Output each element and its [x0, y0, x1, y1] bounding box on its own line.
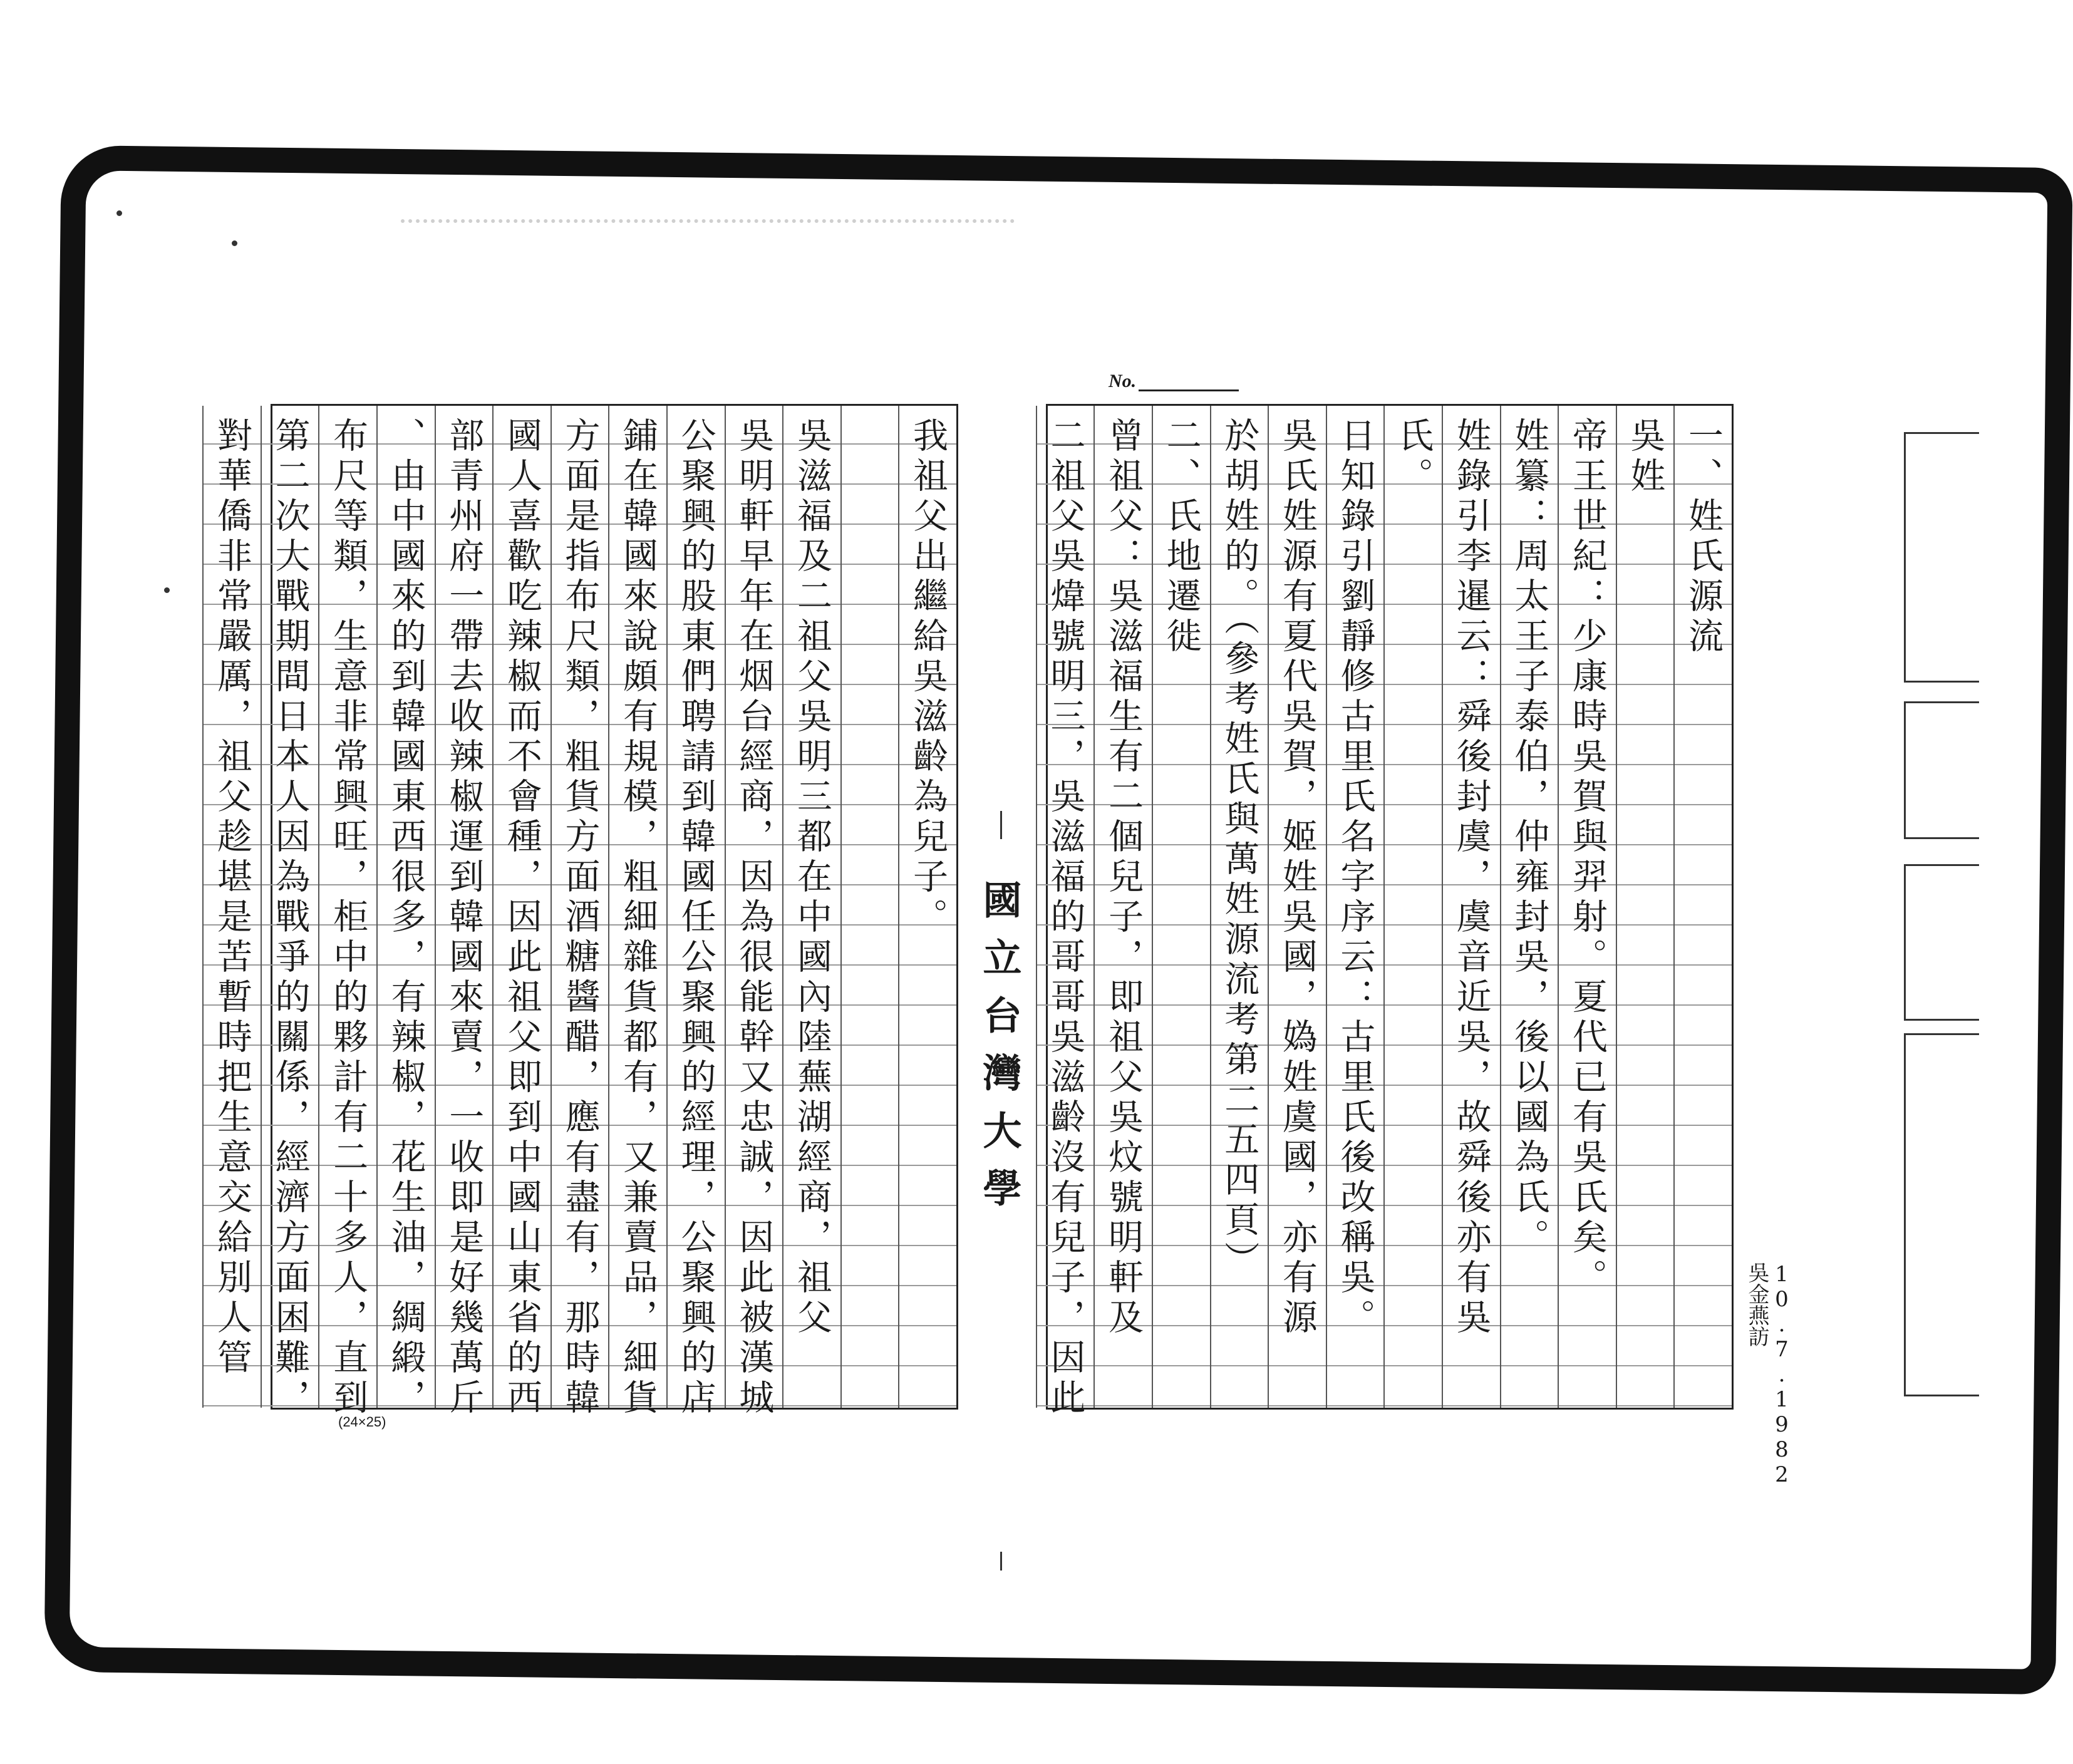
- column-text: 鋪在韓國來說頗有規模，粗細雜貨都有，又兼賣品，細貨: [618, 417, 659, 1419]
- scan-speck: [164, 587, 170, 593]
- column-text: 吳氏姓源有夏代吳賀，姬姓吳國，媯姓虞國，亦有源: [1276, 417, 1318, 1339]
- margin-note-interviewer: 吳金燕訪: [1744, 1262, 1769, 1347]
- column-text: 布尺等類，生意非常興旺，柜中的夥計有二十多人，直到: [328, 417, 369, 1419]
- column-text: 方面是指布尺類，粗貨方面酒糖醬醋，應有盡有，那時韓: [559, 417, 601, 1419]
- binder-tab: [1904, 432, 1979, 683]
- manuscript-column: [1036, 406, 1094, 1419]
- column-text: 我祖父出繼給吳滋齡為兒子。: [907, 417, 948, 938]
- manuscript-column: [1616, 406, 1674, 1408]
- binder-tab: [1904, 701, 1979, 839]
- manuscript-column: [1442, 406, 1500, 1408]
- manuscript-column: [435, 406, 493, 1419]
- column-text: 姓纂：周太王子泰伯，仲雍封吳，後以國為氏。: [1509, 417, 1550, 1259]
- column-text: 於胡姓的。（參考姓氏與萬姓源流考第二五四頁）: [1219, 417, 1260, 1281]
- manuscript-column: [840, 406, 899, 1408]
- margin-note-date: 10.7.1982: [1769, 1262, 1794, 1487]
- manuscript-column: [898, 406, 956, 1408]
- manuscript-column: [666, 406, 725, 1419]
- page-number-blank: [1139, 389, 1239, 391]
- spine-tick: [1000, 811, 1002, 839]
- column-text: [842, 417, 899, 1403]
- spine-tick: [1000, 1552, 1002, 1571]
- scan-speck: [116, 210, 122, 216]
- grid-size-label: (24×25): [338, 1414, 386, 1430]
- page-number-label: No.: [1109, 371, 1137, 391]
- column-text: 曾祖父：吳滋福生有二個兒子，即祖父吳炆號明軒及: [1103, 417, 1144, 1339]
- column-text: 姓錄引李暹云：舜後封虞，虞音近吳，故舜後亦有吳: [1450, 417, 1492, 1339]
- column-text: 吳滋福及二祖父吳明三都在中國內陸蕪湖經商，祖父: [791, 417, 832, 1339]
- manuscript-column: [1558, 406, 1616, 1408]
- manuscript-column: [551, 406, 609, 1419]
- manuscript-column: [1152, 406, 1210, 1408]
- column-text: 第二次大戰期間日本人因為戰爭的關係，經濟方面困難，: [269, 417, 311, 1419]
- column-text: 帝王世紀：少康時吳賀與羿射。夏代已有吳氏矣。: [1566, 417, 1608, 1299]
- column-text: 一、姓氏源流: [1683, 417, 1724, 658]
- column-text: 氏。: [1393, 417, 1434, 497]
- manuscript-column: [492, 406, 551, 1419]
- column-text: 日知錄引劉靜修古里氏名字序云：古里氏後改稱吳。: [1335, 417, 1376, 1339]
- column-text: 吳明軒早年在烟台經商，因為很能幹又忠誠，因此被漢城: [733, 417, 775, 1419]
- right-columns: [1045, 406, 1732, 1419]
- manuscript-column: [261, 406, 319, 1419]
- manuscript-column: [1210, 406, 1268, 1408]
- university-name: 國立台灣大學: [976, 880, 1022, 1225]
- margin-note: [1744, 1262, 1794, 1487]
- manuscript-column: [608, 406, 666, 1419]
- left-columns: [211, 406, 956, 1419]
- scan-speck: [232, 240, 237, 246]
- column-text: 國人喜歡吃辣椒而不會種，因此祖父即到中國山東省的西: [501, 417, 542, 1419]
- binder-tab: [1904, 1033, 1979, 1396]
- manuscript-column: [725, 406, 783, 1419]
- binder-tab: [1904, 864, 1979, 1021]
- column-text: 吳姓: [1625, 417, 1666, 497]
- manuscript-column: [1326, 406, 1384, 1408]
- manuscript-column: [1500, 406, 1558, 1408]
- manuscript-page-left: [211, 404, 958, 1419]
- manuscript-column: [318, 406, 376, 1419]
- column-text: 二祖父吳煒號明三，吳滋福的哥哥吳滋齡沒有兒子，因此: [1045, 417, 1086, 1419]
- manuscript-column: [1093, 406, 1152, 1408]
- manuscript-column: [202, 406, 261, 1408]
- column-text: 、由中國來的到韓國東西很多，有辣椒，花生油，綢緞，: [385, 417, 426, 1419]
- manuscript-page-right: [1045, 404, 1734, 1419]
- manuscript-column: [1383, 406, 1442, 1408]
- column-text: 二、氏地遷徙: [1161, 417, 1202, 658]
- manuscript-column: [1268, 406, 1326, 1408]
- faint-header-text: [401, 219, 1015, 232]
- manuscript-column: [782, 406, 840, 1408]
- column-text: 部青州府一帶去收辣椒運到韓國來賣，一收即是好幾萬斤: [443, 417, 485, 1419]
- manuscript-column: [1673, 406, 1732, 1408]
- column-text: 公聚興的股東們聘請到韓國任公聚興的經理，公聚興的店: [675, 417, 716, 1419]
- manuscript-column: [376, 406, 435, 1419]
- column-text: 對華僑非常嚴厲，祖父趁堪是苦暫時把生意交給別人管: [211, 417, 252, 1379]
